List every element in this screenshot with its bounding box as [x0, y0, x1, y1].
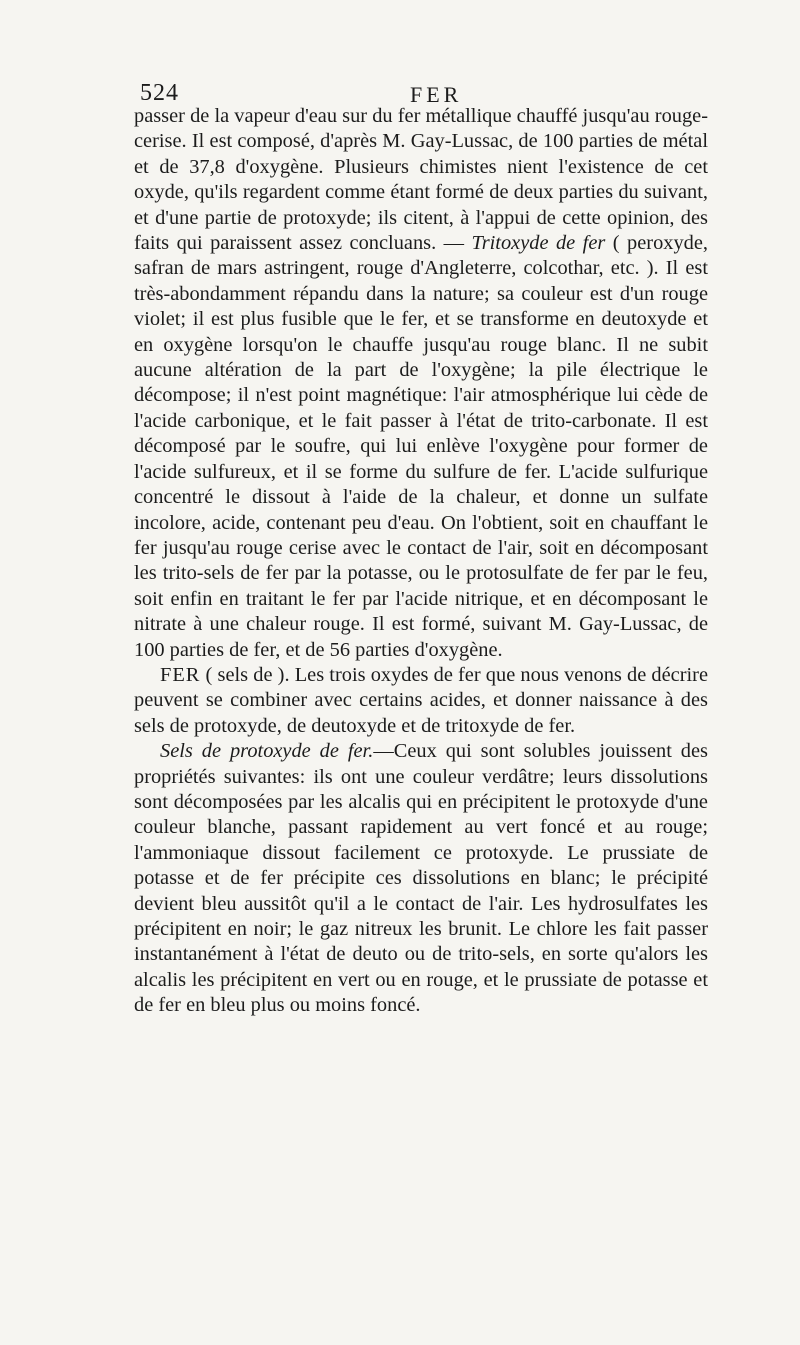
running-head: FER	[410, 82, 463, 107]
body-text	[134, 104, 708, 1019]
paragraph-text: —Ceux qui sont solubles jouissent des propriétés suivantes: ils ont une couleur verdâtre; leurs dissolutions sont décomposées par les alcalis qui en précipitent le protoxyde d'une couleur blanche, passant rapidement au vert foncé et au rouge; l'ammoniaque dissout facilement ce protoxyde. Le prussiate de potasse et de fer précipite ces dissolutions en blanc; le précipité devient bleu aussitôt qu'il a le contact de l'air. Les hydrosulfates les précipitent en noir; le gaz nitreux les brunit. Le chlore les fait passer instantanément à l'état de deuto ou de trito-sels, en sorte qu'alors les alcalis les précipitent en vert ou en rouge, et le prussiate de potasse et de fer en bleu plus ou moins foncé.	[134, 740, 708, 1017]
entry-head: FER	[160, 663, 201, 686]
paragraph-text: ( peroxyde, safran de mars astringent, rouge d'Angleterre, colcothar, etc. ). Il est très-abondamment répandu dans la nature; sa couleur est d'un rouge violet; il est plus fusible que le fer, et se transforme en deutoxyde et en oxygène lorsqu'on le chauffe jusqu'au rouge blanc. Il ne subit aucune altération de la part de l'oxygène; la pile électrique le décompose; il n'est point magnétique: l'air atmosphérique lui cède de l'acide carbonique, et le fait passer à l'état de trito-carbonate. Il est décomposé par le soufre, qui lui enlève l'oxygène pour former de l'acide sulfureux, et il se forme du sulfure de fer. L'acide sulfurique concentré le dissout à l'aide de la chaleur, et donne un sulfate incolore, acide, contenant peu d'eau. On l'obtient, soit en chauffant le fer jusqu'au rouge cerise avec le contact de l'air, soit en décomposant les trito-sels de fer par la potasse, ou le protosulfate de fer par le feu, soit enfin en traitant le fer par l'acide nitrique, et en décomposant le nitrate à une chaleur rouge. Il est formé, suivant M. Gay-Lussac, de 100 parties de fer, et de 56 parties d'oxygène.	[134, 232, 708, 661]
section-term: Tritoxyde de fer	[471, 232, 606, 255]
paragraph-tritoxyde	[134, 104, 708, 663]
paragraph-text: passer de la vapeur d'eau sur du fer métallique chauffé jusqu'au rouge-cerise. Il est composé, d'après M. Gay-Lussac, de 100 parties de métal et de 37,8 d'oxygène. Plusieurs chimistes nient l'existence de cet oxyde, qu'ils regardent comme étant formé de deux parties du suivant, et d'une partie de protoxyde; ils citent, à l'appui de cette opinion, des faits qui paraissent assez concluans. —	[134, 105, 708, 255]
page-number: 524	[140, 80, 179, 106]
paragraph-sels-de-fer	[134, 663, 708, 739]
paragraph-text: ( sels de ). Les trois oxydes de fer que nous venons de décrire peuvent se combiner avec certains acides, et donner naissance à des sels de protoxyde, de deutoxyde et de tritoxyde de fer.	[134, 663, 708, 737]
section-term: Sels de protoxyde de fer.	[160, 740, 374, 763]
paragraph-protoxyde-sels	[134, 739, 708, 1018]
